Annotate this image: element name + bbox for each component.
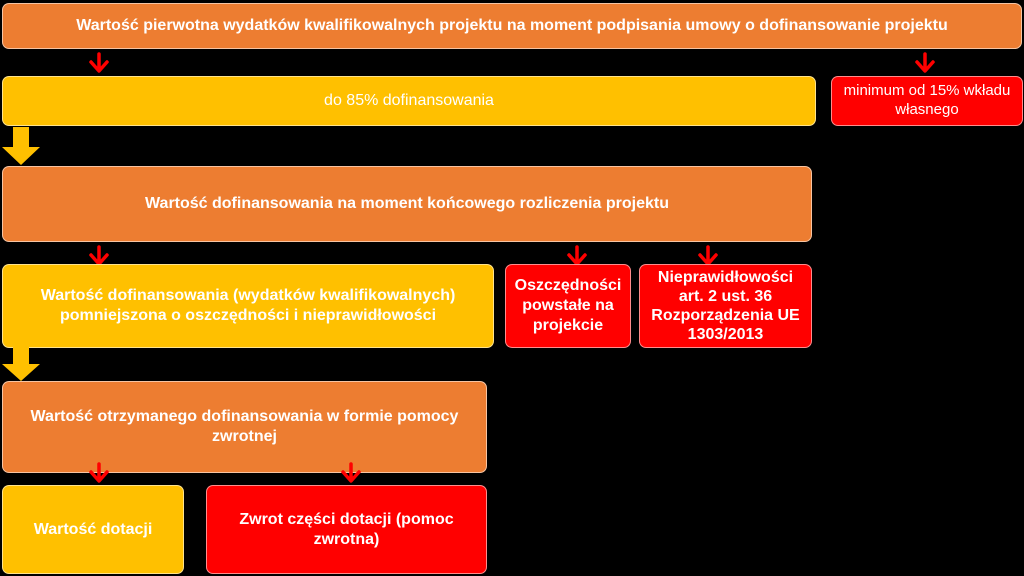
box-partial-grant-refund (206, 485, 487, 574)
box-partial-grant-refund-label: Zwrot części dotacji (pomoc zwrotna) (239, 510, 454, 548)
box-grant-value (2, 485, 184, 574)
box-final-settlement-value (2, 166, 812, 242)
box-up-to-85-percent (2, 76, 816, 126)
box-repayable-aid-label: Wartość otrzymanego dofinansowania w formie pomocy zwrotnej (30, 408, 459, 445)
block-arrow-down-icon (0, 127, 42, 167)
box-reduced-value-label: Wartość dofinansowania (wydatków kwalifikowalnych) pomniejszona o oszczędności i nieprawidłowości (40, 287, 456, 324)
box-min-15-percent-own-contribution (831, 76, 1023, 126)
box-grant-value-label: Wartość dotacji (33, 520, 153, 538)
arrow-down-icon (88, 462, 110, 484)
arrow-down-icon (88, 52, 110, 74)
box-min-15-percent-label: minimum od 15% wkładu własnego (843, 82, 1011, 118)
arrow-down-icon (340, 462, 362, 484)
box-irregularities-label: Nieprawidłowości art. 2 ust. 36 Rozporządzenia UE 1303/2013 (651, 268, 800, 344)
box-original-eligible-value (2, 3, 1022, 49)
box-repayable-aid-value (2, 381, 487, 473)
box-final-settlement-label: Wartość dofinansowania na moment końcowego rozliczenia projektu (145, 195, 669, 212)
block-arrow-down-icon (0, 347, 42, 383)
box-reduced-value (2, 264, 494, 348)
box-irregularities (639, 264, 812, 348)
box-project-savings-label: Oszczędności powstałe na projekcie (514, 277, 622, 334)
box-up-to-85-percent-label: do 85% dofinansowania (324, 92, 494, 109)
box-original-eligible-value-label: Wartość pierwotna wydatków kwalifikowalnych projektu na moment podpisania umowy o dofinansowanie projektu (76, 17, 948, 34)
arrow-down-icon (914, 52, 936, 74)
box-project-savings (505, 264, 631, 348)
